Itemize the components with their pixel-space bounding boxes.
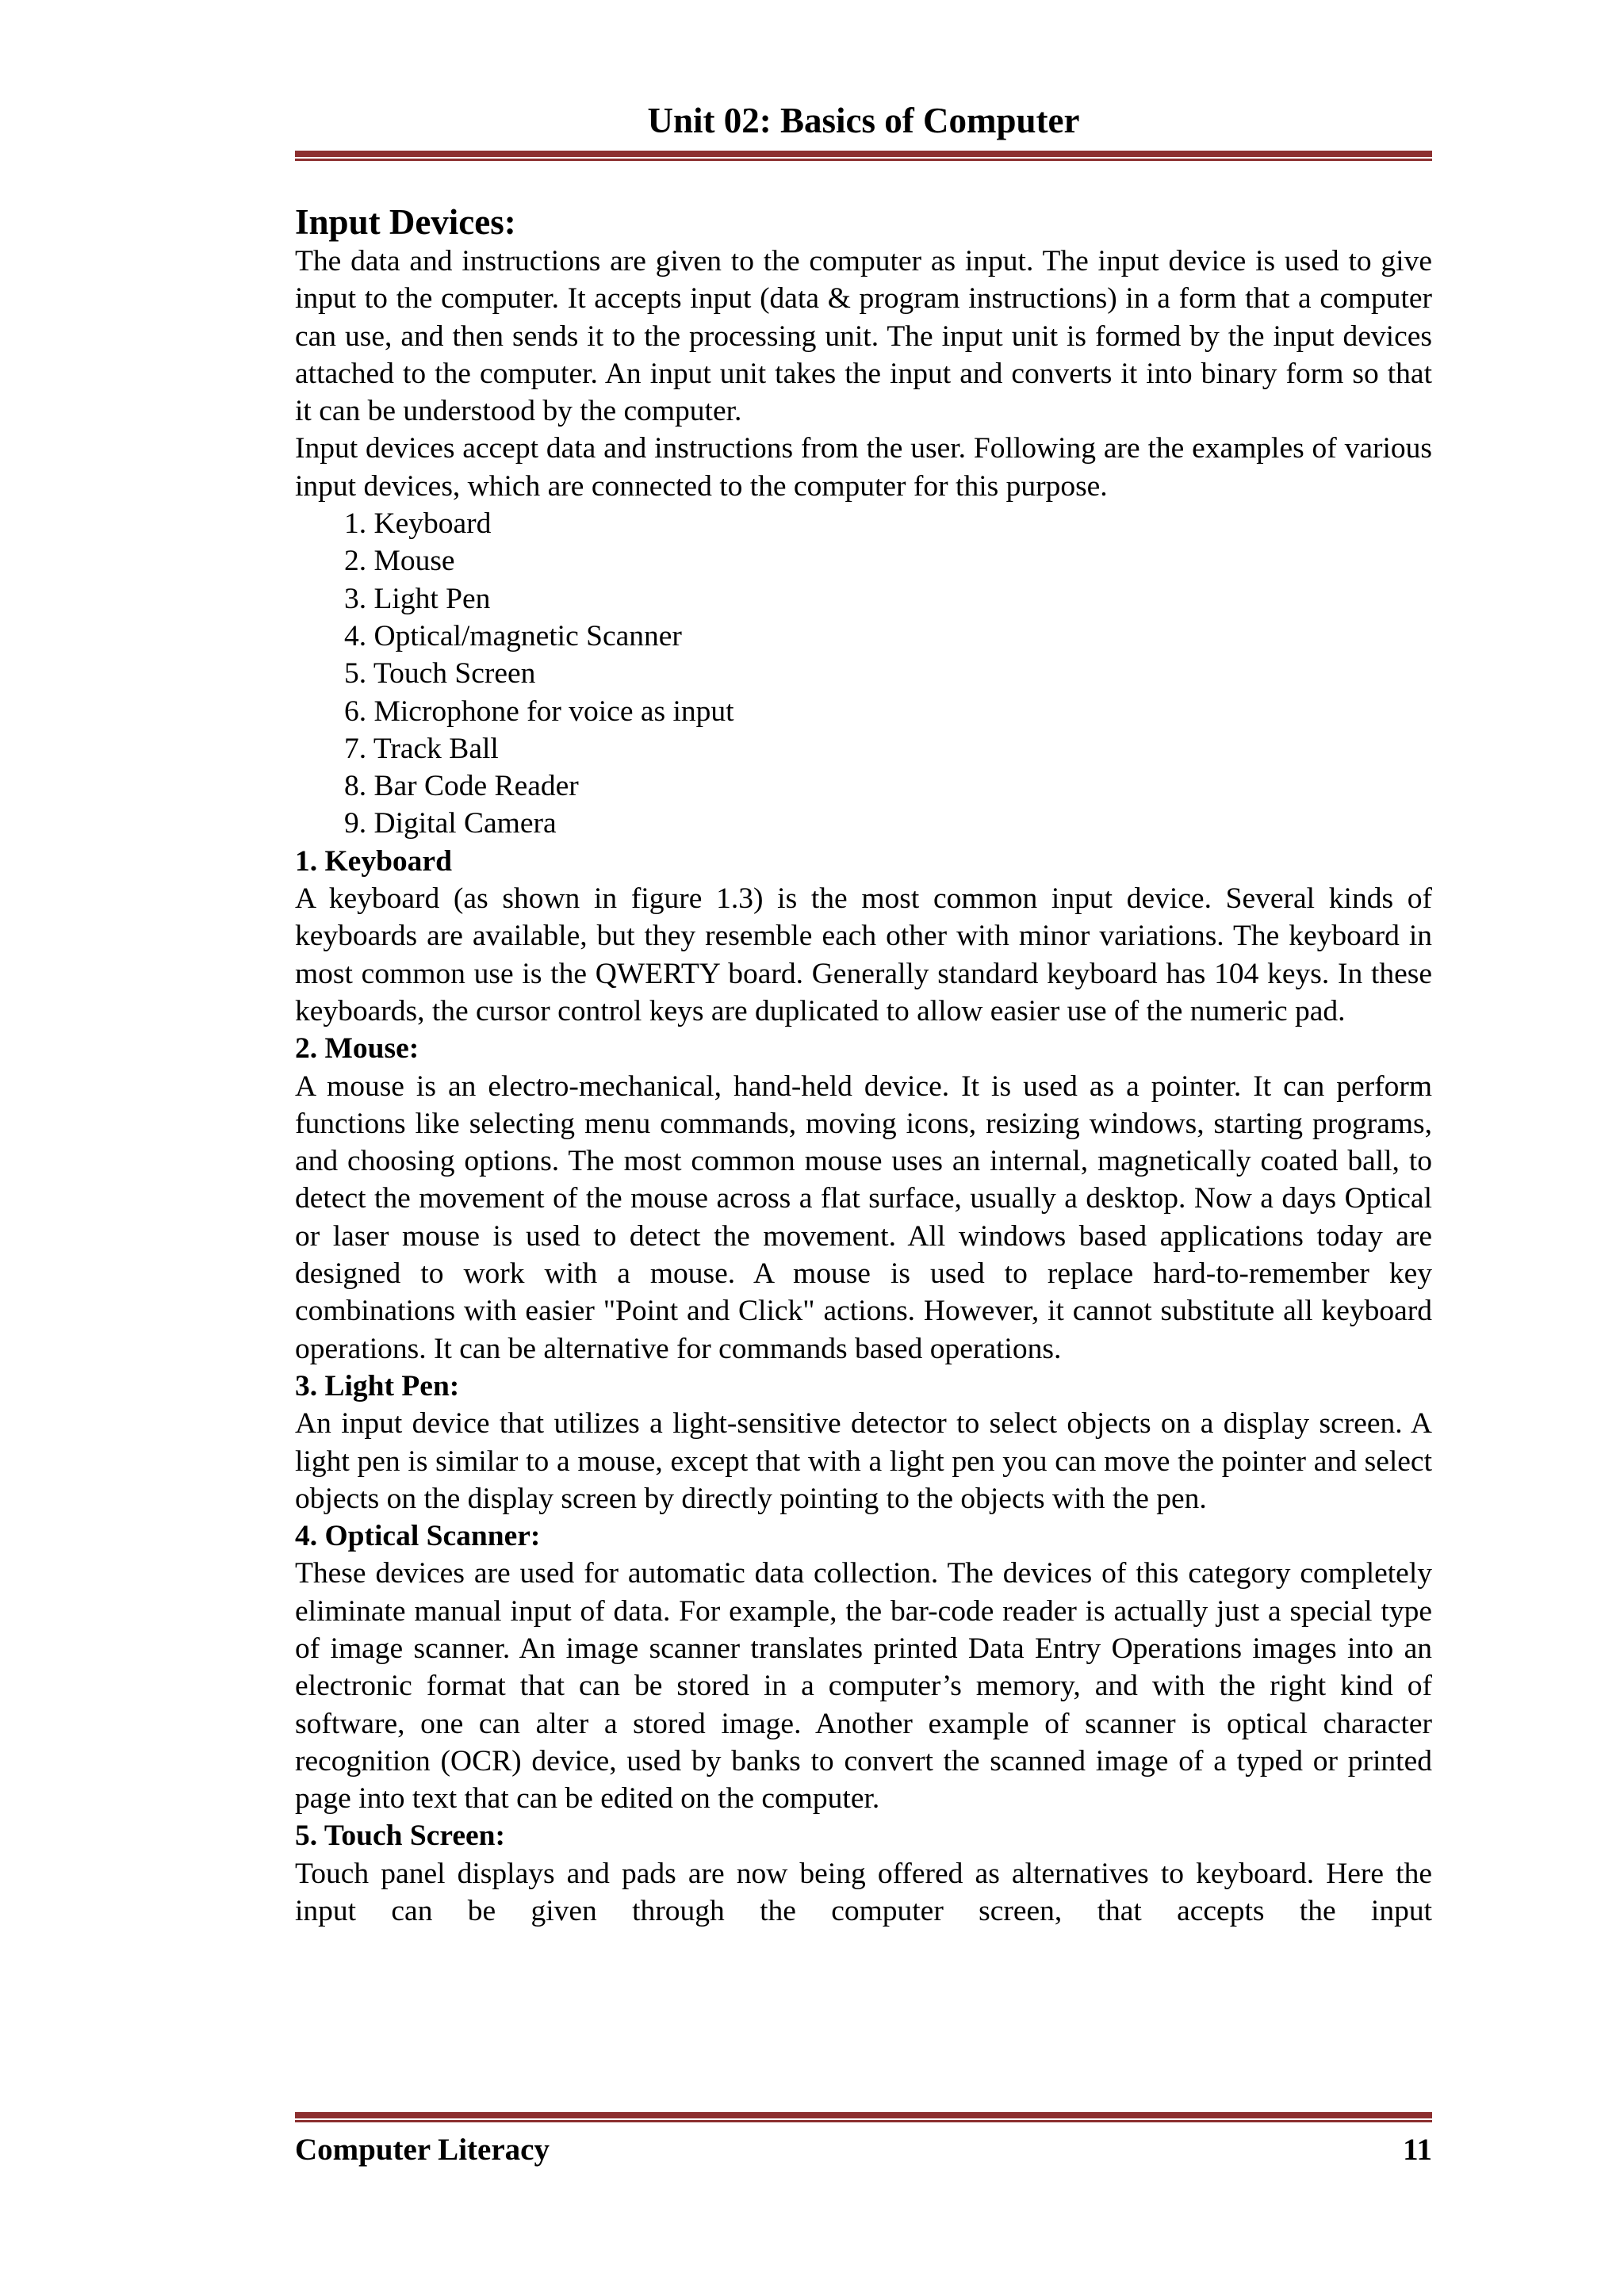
header-rule xyxy=(295,151,1432,162)
section-title: Input Devices: xyxy=(295,202,516,242)
list-item: 6. Microphone for voice as input xyxy=(344,695,734,728)
list-item: 9. Digital Camera xyxy=(344,807,557,840)
footer-rule-thick xyxy=(295,2112,1432,2118)
mouse-heading: 2. Mouse: xyxy=(295,1032,419,1066)
list-item: 5. Touch Screen xyxy=(344,657,536,691)
input-device-list xyxy=(295,505,1432,843)
footer-book-title: Computer Literacy xyxy=(295,2133,550,2167)
page-header-title: Unit 02: Basics of Computer xyxy=(647,101,1080,140)
touch-screen-paragraph: Touch panel displays and pads are now being offered as alternatives to keyboard. Here the input can be given through the computer screen, that accepts the input xyxy=(295,1857,1432,1928)
list-item: 3. Light Pen xyxy=(344,582,491,615)
header-rule-thin xyxy=(295,159,1432,161)
keyboard-heading: 1. Keyboard xyxy=(295,844,452,878)
list-item: 7. Track Ball xyxy=(344,732,499,765)
footer-row xyxy=(295,2128,1432,2172)
page-content xyxy=(295,200,1432,1930)
list-item: 1. Keyboard xyxy=(344,507,492,541)
list-item: 2. Mouse xyxy=(344,545,455,578)
light-pen-paragraph: An input device that utilizes a light-sensitive detector to select objects on a display screen. A light pen is similar to a mouse, except that with a light pen you can move the pointer and select objects on the display screen by directly pointing to the objects with the pen. xyxy=(295,1407,1432,1515)
light-pen-heading: 3. Light Pen: xyxy=(295,1369,460,1402)
touch-screen-heading: 5. Touch Screen: xyxy=(295,1820,505,1853)
intro-paragraph-1: The data and instructions are given to the computer as input. The input device is used to give input to the computer. It accepts input (data & program instructions) in a form that a computer can use, and then sends it to the processing unit. The input unit is formed by the input devices attached to the computer. An input unit takes the input and converts it into binary form so that it can be understood by the computer. xyxy=(295,245,1432,428)
footer-rule-thin xyxy=(295,2120,1432,2122)
list-item: 4. Optical/magnetic Scanner xyxy=(344,619,682,652)
page-footer xyxy=(295,2107,1432,2172)
intro-paragraph-2: Input devices accept data and instructions from the user. Following are the examples of various input devices, which are connected to the computer for this purpose. xyxy=(295,432,1432,503)
optical-scanner-paragraph: These devices are used for automatic data collection. The devices of this category completely eliminate manual input of data. For example, the bar-code reader is actually just a special type of image scanner. An image scanner translates printed Data Entry Operations images into an electronic format that can be stored in a computer’s memory, and with the right kind of software, one can alter a stored image. Another example of scanner is optical character recognition (OCR) device, used by banks to convert the scanned image of a typed or printed page into text that can be edited on the computer. xyxy=(295,1557,1432,1816)
document-page xyxy=(295,95,1432,2172)
page-number: 11 xyxy=(1403,2133,1432,2167)
footer-rule xyxy=(295,2112,1432,2123)
list-item: 8. Bar Code Reader xyxy=(344,770,579,803)
keyboard-paragraph: A keyboard (as shown in figure 1.3) is the most common input device. Several kinds of keyboards are available, but they resemble each other with minor variations. The keyboard in most common use is the QWERTY board. Generally standard keyboard has 104 keys. In these keyboards, the cursor control keys are duplicated to allow easier use of the numeric pad. xyxy=(295,882,1432,1027)
mouse-paragraph: A mouse is an electro-mechanical, hand-held device. It is used as a pointer. It can perform functions like selecting menu commands, moving icons, resizing windows, starting programs, and choosing options. The most common mouse uses an internal, magnetically coated ball, to detect the movement of the mouse across a flat surface, usually a desktop. Now a days Optical or laser mouse is used to detect the movement. All windows based applications today are designed to work with a mouse. A mouse is used to replace hard-to-remember key combinations with easier "Point and Click" actions. However, it cannot substitute all keyboard operations. It can be alternative for commands based operations. xyxy=(295,1070,1432,1365)
optical-scanner-heading: 4. Optical Scanner: xyxy=(295,1520,541,1553)
header-rule-thick xyxy=(295,151,1432,157)
